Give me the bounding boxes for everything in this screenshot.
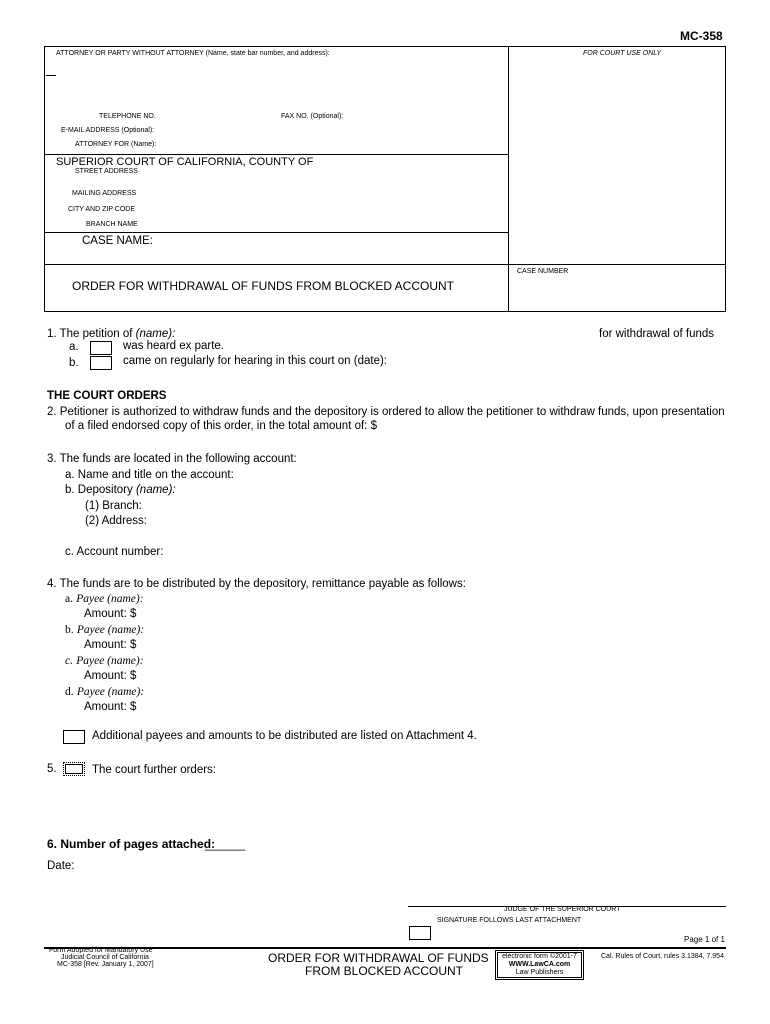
stamp-copyright: electronic form ©2001-7 bbox=[502, 953, 577, 960]
item2-line1: 2. Petitioner is authorized to withdraw funds and the depository is ordered to allow the petitioner to withdraw funds, upon presentation bbox=[47, 406, 725, 418]
form-number: MC-358 bbox=[680, 29, 723, 43]
payee-row bbox=[65, 655, 144, 667]
header-line-court bbox=[44, 232, 508, 233]
stamp-publisher: Law Publishers bbox=[515, 969, 564, 976]
header-line-attorney bbox=[44, 154, 508, 155]
item3-c: c. Account number: bbox=[65, 546, 164, 558]
item3-b bbox=[65, 484, 176, 496]
item1-b-checkbox[interactable] bbox=[90, 356, 112, 370]
additional-payees-checkbox[interactable] bbox=[63, 730, 85, 744]
court-use-label: FOR COURT USE ONLY bbox=[583, 50, 662, 57]
court-name: SUPERIOR COURT OF CALIFORNIA, COUNTY OF bbox=[56, 156, 314, 168]
payee-row bbox=[65, 686, 144, 698]
attorney-name-mark bbox=[46, 75, 56, 76]
payee-row bbox=[65, 624, 144, 636]
payee-amount: Amount: $ bbox=[84, 701, 137, 713]
page-number: Page 1 of 1 bbox=[684, 935, 725, 944]
payee-letter: b. bbox=[65, 624, 74, 636]
mailing-label: MAILING ADDRESS bbox=[72, 190, 137, 197]
item1-name-hint: (name): bbox=[135, 328, 176, 340]
item1-a-text: was heard ex parte. bbox=[123, 340, 225, 352]
email-label: E-MAIL ADDRESS (Optional): bbox=[61, 127, 155, 134]
payee-amount: Amount: $ bbox=[84, 670, 137, 682]
item4-intro: 4. The funds are to be distributed by the depository, remittance payable as follows: bbox=[47, 578, 466, 590]
item1-b-text: came on regularly for hearing in this court on (date): bbox=[123, 355, 387, 367]
footer-title-line1: ORDER FOR WITHDRAWAL OF FUNDS bbox=[268, 951, 489, 965]
footer-adopted-line: Form Adopted for Mandatory Use bbox=[49, 947, 153, 954]
payee-name-label: Payee (name): bbox=[76, 624, 145, 636]
payee-letter: d. bbox=[65, 686, 74, 698]
header-right-border bbox=[725, 46, 726, 311]
case-name-label: CASE NAME: bbox=[82, 235, 153, 247]
city-label: CITY AND ZIP CODE bbox=[68, 206, 136, 213]
item3-branch: (1) Branch: bbox=[85, 500, 142, 512]
item1-suffix: for withdrawal of funds bbox=[599, 328, 715, 340]
footer-title-line2: FROM BLOCKED ACCOUNT bbox=[305, 964, 464, 978]
payee-row bbox=[65, 593, 144, 605]
header-left-border bbox=[44, 46, 45, 311]
payee-amount: Amount: $ bbox=[84, 608, 137, 620]
footer-council-line: Judicial Council of California bbox=[61, 954, 149, 961]
payee-amount: Amount: $ bbox=[84, 639, 137, 651]
form-title: ORDER FOR WITHDRAWAL OF FUNDS FROM BLOCKED ACCOUNT bbox=[72, 279, 455, 293]
footer-adopted-block bbox=[49, 947, 154, 968]
item3-b-hint: (name): bbox=[135, 484, 176, 496]
item3-a: a. Name and title on the account: bbox=[65, 469, 234, 481]
publisher-stamp bbox=[495, 950, 584, 980]
item1-a-checkbox[interactable] bbox=[90, 341, 112, 355]
additional-payees-text: Additional payees and amounts to be distributed are listed on Attachment 4. bbox=[92, 730, 477, 742]
item6-label: 6. Number of pages attached: bbox=[47, 837, 216, 851]
header-divider bbox=[508, 46, 509, 311]
item1-a-letter: a. bbox=[69, 341, 79, 353]
judge-label: JUDGE OF THE SUPERIOR COURT bbox=[504, 906, 621, 913]
header-line-casename bbox=[44, 264, 726, 265]
payee-name-label: Payee (name): bbox=[76, 593, 144, 605]
item2-line2: of a filed endorsed copy of this order, in the total amount of: $ bbox=[65, 420, 377, 432]
item1-prefix bbox=[47, 328, 175, 340]
signature-follows-label: SIGNATURE FOLLOWS LAST ATTACHMENT bbox=[437, 917, 582, 924]
item3-b-prefix: b. Depository bbox=[65, 484, 133, 496]
payee-letter: a. bbox=[65, 593, 73, 605]
footer-revision-line: MC-358 [Rev. January 1, 2007] bbox=[57, 961, 154, 968]
date-label: Date: bbox=[47, 860, 75, 872]
case-number-label: CASE NUMBER bbox=[517, 268, 569, 275]
attorney-label: ATTORNEY OR PARTY WITHOUT ATTORNEY (Name, state bar number, and address): bbox=[56, 50, 330, 57]
telephone-label: TELEPHONE NO. bbox=[99, 113, 156, 120]
header-bottom-border bbox=[44, 311, 726, 312]
court-orders-heading: THE COURT ORDERS bbox=[47, 390, 167, 402]
signature-follows-checkbox[interactable] bbox=[409, 926, 431, 940]
item3-address: (2) Address: bbox=[85, 515, 147, 527]
item1-prefix-text: 1. The petition of bbox=[47, 328, 133, 340]
payee-name-label: Payee (name): bbox=[76, 655, 144, 667]
item3-intro: 3. The funds are located in the following account: bbox=[47, 453, 297, 465]
attorney-for-label: ATTORNEY FOR (Name): bbox=[75, 141, 157, 148]
branch-label: BRANCH NAME bbox=[86, 221, 138, 228]
street-label: STREET ADDRESS bbox=[75, 168, 138, 175]
item1-b-letter: b. bbox=[69, 357, 79, 369]
stamp-website: WWW.LawCA.com bbox=[508, 961, 571, 968]
footer-rules: Cal. Rules of Court, rules 3.1384, 7.954 bbox=[601, 953, 724, 960]
item6-blank: ______ bbox=[205, 837, 246, 851]
fax-label: FAX NO. (Optional): bbox=[281, 113, 344, 120]
item5-text: The court further orders: bbox=[92, 764, 216, 776]
payee-name-label: Payee (name): bbox=[76, 686, 145, 698]
item5-number: 5. bbox=[47, 763, 57, 775]
header-top-border bbox=[44, 46, 726, 47]
payee-letter: c. bbox=[65, 655, 73, 667]
further-orders-checkbox[interactable] bbox=[63, 762, 85, 776]
